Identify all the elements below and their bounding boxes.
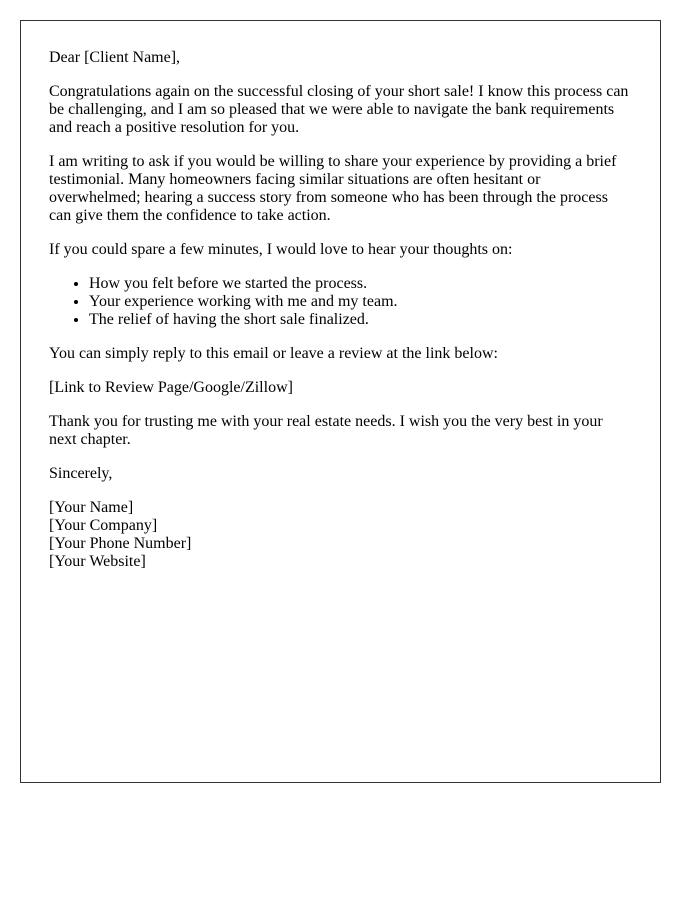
signature-block bbox=[49, 499, 632, 571]
signature-name: [Your Name] bbox=[49, 499, 134, 516]
paragraph-request: I am writing to ask if you would be willing to share your experience by providing a brief testimonial. Many homeowners facing similar situations are often hesitant or overwhelmed; hearing a success story from someone who has been through the process can give them the confidence to take action. bbox=[49, 153, 617, 224]
thoughts-list bbox=[49, 275, 632, 329]
paragraph-congratulations: Congratulations again on the successful closing of your short sale! I know this process can be challenging, and I am so pleased that we were able to navigate the bank requirements and reach a positive resolution for you. bbox=[49, 83, 629, 136]
review-link-placeholder: [Link to Review Page/Google/Zillow] bbox=[49, 379, 293, 396]
list-item: • The relief of having the short sale finalized. bbox=[89, 311, 632, 329]
signature-phone: [Your Phone Number] bbox=[49, 535, 192, 552]
letter-container bbox=[20, 20, 661, 783]
reply-instructions: You can simply reply to this email or leave a review at the link below: bbox=[49, 345, 498, 362]
list-item: • How you felt before we started the process. bbox=[89, 275, 632, 293]
list-item: • Your experience working with me and my team. bbox=[89, 293, 632, 311]
paragraph-thoughts-intro: If you could spare a few minutes, I would love to hear your thoughts on: bbox=[49, 241, 513, 258]
closing: Sincerely, bbox=[49, 465, 113, 482]
signature-website: [Your Website] bbox=[49, 553, 146, 570]
signature-company: [Your Company] bbox=[49, 517, 158, 534]
thanks-paragraph: Thank you for trusting me with your real estate needs. I wish you the very best in your next chapter. bbox=[49, 413, 603, 448]
salutation: Dear [Client Name], bbox=[49, 49, 181, 66]
